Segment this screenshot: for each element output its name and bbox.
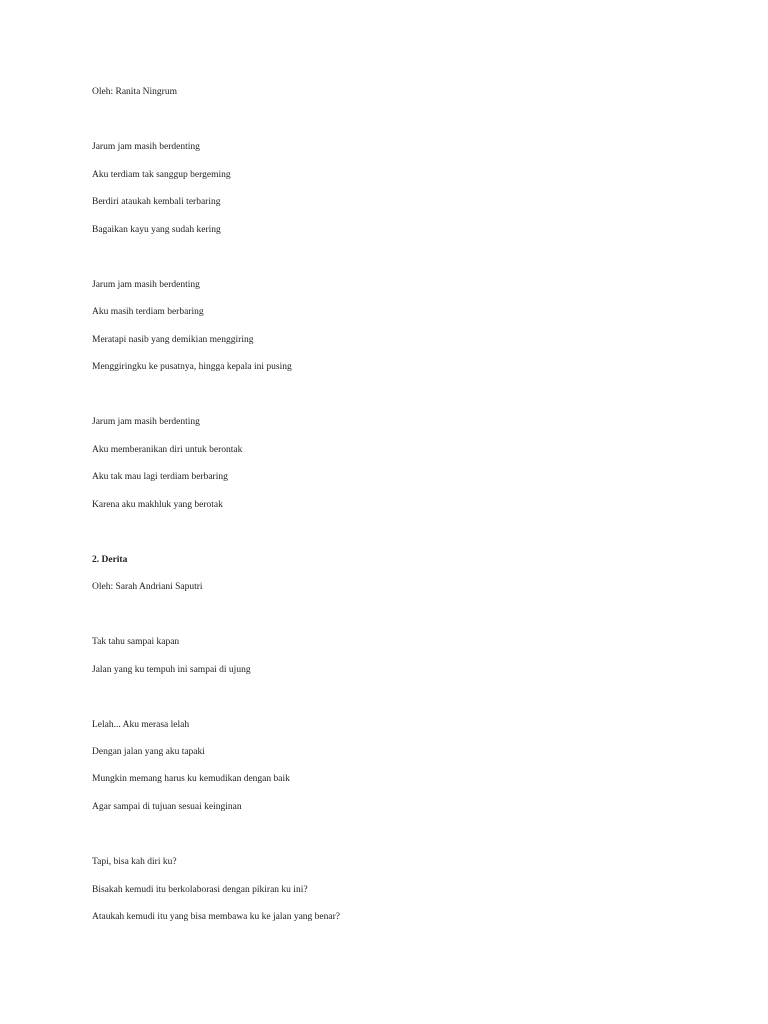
poem-line: Lelah... Aku merasa lelah: [92, 720, 190, 730]
poem-line: Ataukah kemudi itu yang bisa membawa ku ke jalan yang benar?: [92, 912, 340, 922]
author-line-1: Oleh: Ranita Ningrum: [92, 87, 177, 97]
poem-line: Meratapi nasib yang demikian menggiring: [92, 335, 254, 345]
poem-line: Karena aku makhluk yang berotak: [92, 500, 223, 510]
document-page: [92, 0, 712, 1024]
poem-line: Berdiri ataukah kembali terbaring: [92, 197, 221, 207]
poem-line: Tak tahu sampai kapan: [92, 637, 180, 647]
poem-line: Aku masih terdiam berbaring: [92, 307, 204, 317]
poem-line: Bagaikan kayu yang sudah kering: [92, 225, 221, 235]
poem-line: Jarum jam masih berdenting: [92, 417, 200, 427]
poem-line: Jarum jam masih berdenting: [92, 142, 200, 152]
poem-line: Dengan jalan yang aku tapaki: [92, 747, 205, 757]
poem-line: Aku tak mau lagi terdiam berbaring: [92, 472, 228, 482]
poem-line: Bisakah kemudi itu berkolaborasi dengan pikiran ku ini?: [92, 885, 308, 895]
poem-line: Jarum jam masih berdenting: [92, 280, 200, 290]
poem-line: Tapi, bisa kah diri ku?: [92, 857, 177, 867]
poem-line: Agar sampai di tujuan sesuai keinginan: [92, 802, 242, 812]
poem-line: Aku memberanikan diri untuk berontak: [92, 445, 243, 455]
poem-line: Jalan yang ku tempuh ini sampai di ujung: [92, 665, 251, 675]
poem-line: Aku terdiam tak sanggup bergeming: [92, 170, 231, 180]
poem-line: Menggiringku ke pusatnya, hingga kepala ini pusing: [92, 362, 292, 372]
poem-line: Mungkin memang harus ku kemudikan dengan baik: [92, 774, 290, 784]
poem-title: 2. Derita: [92, 555, 128, 565]
author-line-2: Oleh: Sarah Andriani Saputri: [92, 582, 203, 592]
